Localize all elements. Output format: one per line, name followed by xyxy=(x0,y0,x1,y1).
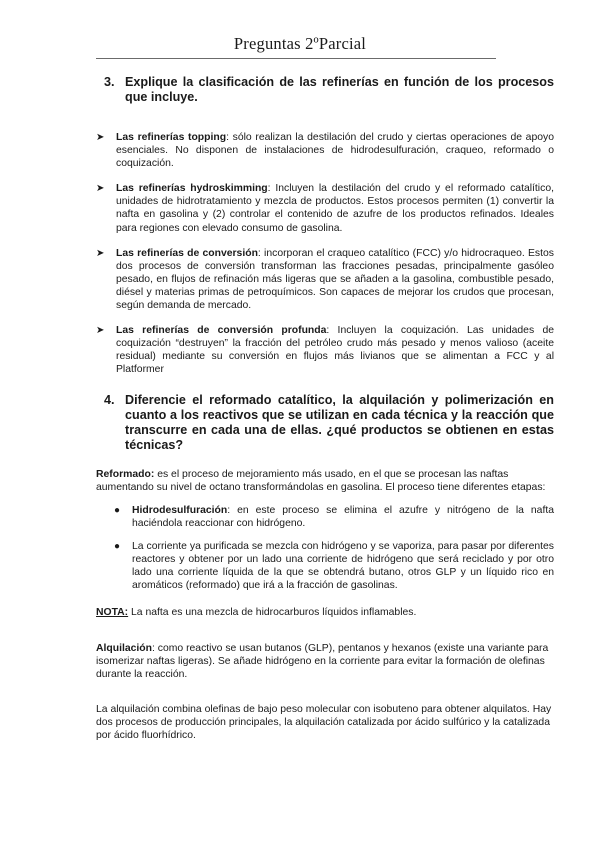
alquilacion-text: : como reactivo se usan butanos (GLP), pentanos y hexanos (existe una variante para isomerizar naftas ligeras). Se añade hidrógeno en la corriente para evitar la formación de olefinas durante la reacción. xyxy=(96,642,549,680)
list-item xyxy=(96,182,554,234)
item-description: : Incluyen la coquización. Las unidades de coquización “destruyen” la fracción del petróleo crudo más pesado y menos valioso (aceite residual) mediante su conversión en flujos más livianos que se alimentan a FCC y al Platformer xyxy=(116,325,554,376)
list-item xyxy=(96,247,554,312)
item-term: Las refinerías topping xyxy=(116,132,227,143)
page-header: Preguntas 2ºParcial xyxy=(233,34,367,53)
header-divider xyxy=(96,58,496,59)
arrow-bullet-icon: ➤ xyxy=(96,132,105,143)
reformado-paragraph xyxy=(96,468,554,494)
question-text: Diferencie el reformado catalítico, la alquilación y polimerización en cuanto a los reactivos que se utilizan en cada técnica y la reacción que transcurre en cada una de ellas. ¿qué productos se obtienen en estas técnicas? xyxy=(125,392,554,453)
arrow-bullet-icon: ➤ xyxy=(96,247,105,259)
refinery-types-list xyxy=(96,131,554,377)
bullet-icon: ● xyxy=(114,541,121,553)
list-item xyxy=(114,540,554,592)
question-number: 4. xyxy=(104,392,115,407)
item-term: Hidrodesulfuración xyxy=(132,504,228,516)
arrow-bullet-icon: ➤ xyxy=(96,183,105,195)
question-number: 3. xyxy=(104,75,115,89)
reformado-label: Reformado: xyxy=(96,468,155,480)
item-description: : en este proceso se elimina el azufre y nitrógeno de la nafta haciéndola reaccionar con hidrógeno. xyxy=(132,504,554,529)
question-3-heading xyxy=(96,75,554,105)
item-term: Las refinerías de conversión profunda xyxy=(116,325,327,337)
alquilacion-paragraph-2: La alquilación combina olefinas de bajo peso molecular con isobuteno para obtener alquilatos. Hay dos procesos de producción principales, la alquilación catalizada por ácido sulfúrico y la catalizada por ácido fluorhídrico. xyxy=(96,703,552,741)
list-item xyxy=(114,504,554,530)
alquilacion-paragraph xyxy=(96,642,554,681)
reformado-text: es el proceso de mejoramiento más usado, en el que se procesan las naftas aumentando su nivel de octano transformándolas en gasolina. El proceso tiene diferentes etapas: xyxy=(96,468,546,493)
item-term: Las refinerías de conversión xyxy=(116,247,258,259)
item-description: : Incluyen la destilación del crudo y el reformado catalítico, unidades de hidrotratamiento y mezcla de productos. Estos procesos permiten (1) convertir la nafta en gasolina y (2) controlar el contenido de azufre de los productos refinados. Ideales para regiones con elevado consumo de gasolina. xyxy=(116,183,554,234)
item-description: La corriente ya purificada se mezcla con hidrógeno y se vaporiza, para pasar por diferentes reactores y obtener por un lado una corriente de hidrógeno que será reciclado y por otro lado una corriente líquida de la que se obtendrá butano, otros GLP y un líquido rico en aromáticos (reformado) que irá a la fracción de gasolinas. xyxy=(132,541,554,592)
list-item xyxy=(96,131,554,170)
nota-paragraph xyxy=(96,606,554,619)
item-description: : sólo realizan la destilación del crudo y ciertas operaciones de apoyo esenciales. No disponen de instalaciones de hidrodesulfuración, craqueo, reformado o coquización. xyxy=(116,132,554,170)
item-term: Las refinerías hydroskimming xyxy=(116,183,268,195)
reformado-steps-list xyxy=(114,504,554,593)
item-description: : incorporan el craqueo catalítico (FCC) y/o hidrocraqueo. Estos dos procesos de conversión transforman las fracciones pesadas, principalmente gasóleo pesado, en flujos de refinación más ligeras que se añaden a la gasolina, combustible pesado, diésel y materias primas de petroquímicos. Son capaces de mejorar los crudos que procesan, según demanda de mercado. xyxy=(116,247,554,312)
nota-label: NOTA: xyxy=(96,607,129,619)
arrow-bullet-icon: ➤ xyxy=(96,325,105,337)
question-text: Explique la clasificación de las refinerías en función de los procesos que incluye. xyxy=(125,75,554,104)
nota-text: La nafta es una mezcla de hidrocarburos líquidos inflamables. xyxy=(128,607,417,619)
bullet-icon: ● xyxy=(114,504,121,516)
document-body xyxy=(96,72,554,742)
question-4-heading xyxy=(96,393,554,454)
alquilacion-label: Alquilación xyxy=(96,642,152,654)
list-item xyxy=(96,324,554,376)
